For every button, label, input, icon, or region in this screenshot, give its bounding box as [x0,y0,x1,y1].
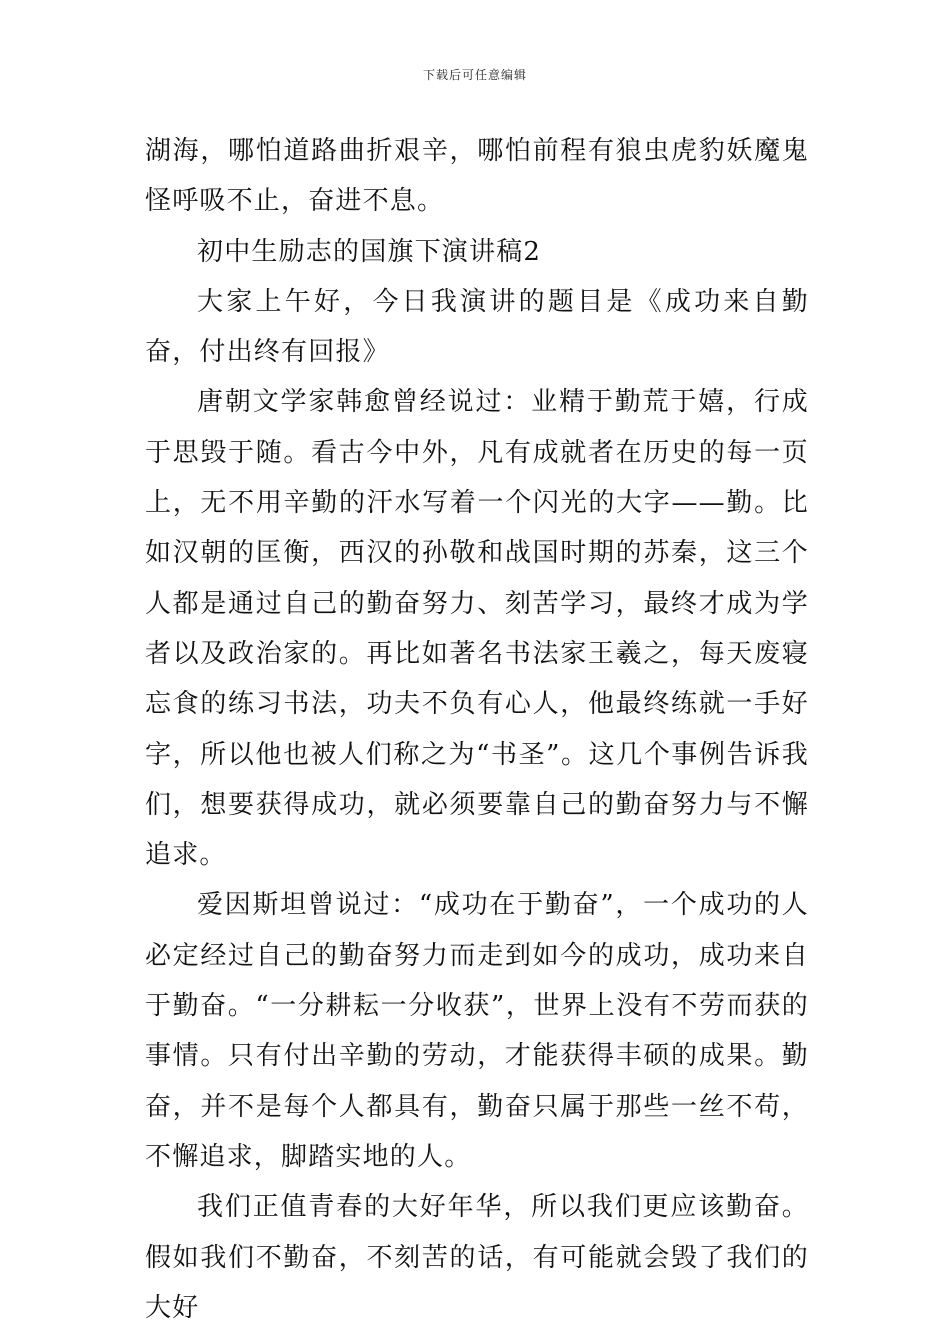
paragraph-einstein: 爱因斯坦曾说过：“成功在于勤奋”，一个成功的人必定经过自己的勤奋努力而走到如今的成功，成功来自于勤奋。“一分耕耘一分收获”，世界上没有不劳而获的事情。只有付出辛勤的劳动，才能获得丰硕的成果。勤奋，并不是每个人都具有，勤奋只属于那些一丝不苟，不懈追求，脚踏实地的人。 [145,890,809,1172]
document-body [145,126,809,1333]
page-header-note: 下载后可任意编辑 [422,68,527,82]
section-title: 初中生励志的国旗下演讲稿2 [197,236,542,267]
paragraph-continuation: 湖海，哪怕道路曲折艰辛，哪怕前程有狼虫虎豹妖魔鬼怪呼吸不止，奋进不息。 [145,136,809,217]
paragraph-han-yu: 唐朝文学家韩愈曾经说过：业精于勤荒于嬉，行成于思毁于随。看古今中外，凡有成就者在历史的每一页上，无不用辛勤的汗水写着一个闪光的大字——勤。比如汉朝的匡衡，西汉的孙敬和战国时期的苏秦，这三个人都是通过自己的勤奋努力、刻苦学习，最终才成为学者以及政治家的。再比如著名书法家王羲之，每天废寝忘食的练习书法，功夫不负有心人，他最终练就一手好字，所以他也被人们称之为“书圣”。这几个事例告诉我们，想要获得成功，就必须要靠自己的勤奋努力与不懈追求。 [145,387,809,871]
paragraph-greeting: 大家上午好，今日我演讲的题目是《成功来自勤奋，付出终有回报》 [145,286,809,368]
paragraph-youth: 我们正值青春的大好年华，所以我们更应该勤奋。假如我们不勤奋，不刻苦的话，有可能就会毁了我们的大好 [145,1192,809,1323]
